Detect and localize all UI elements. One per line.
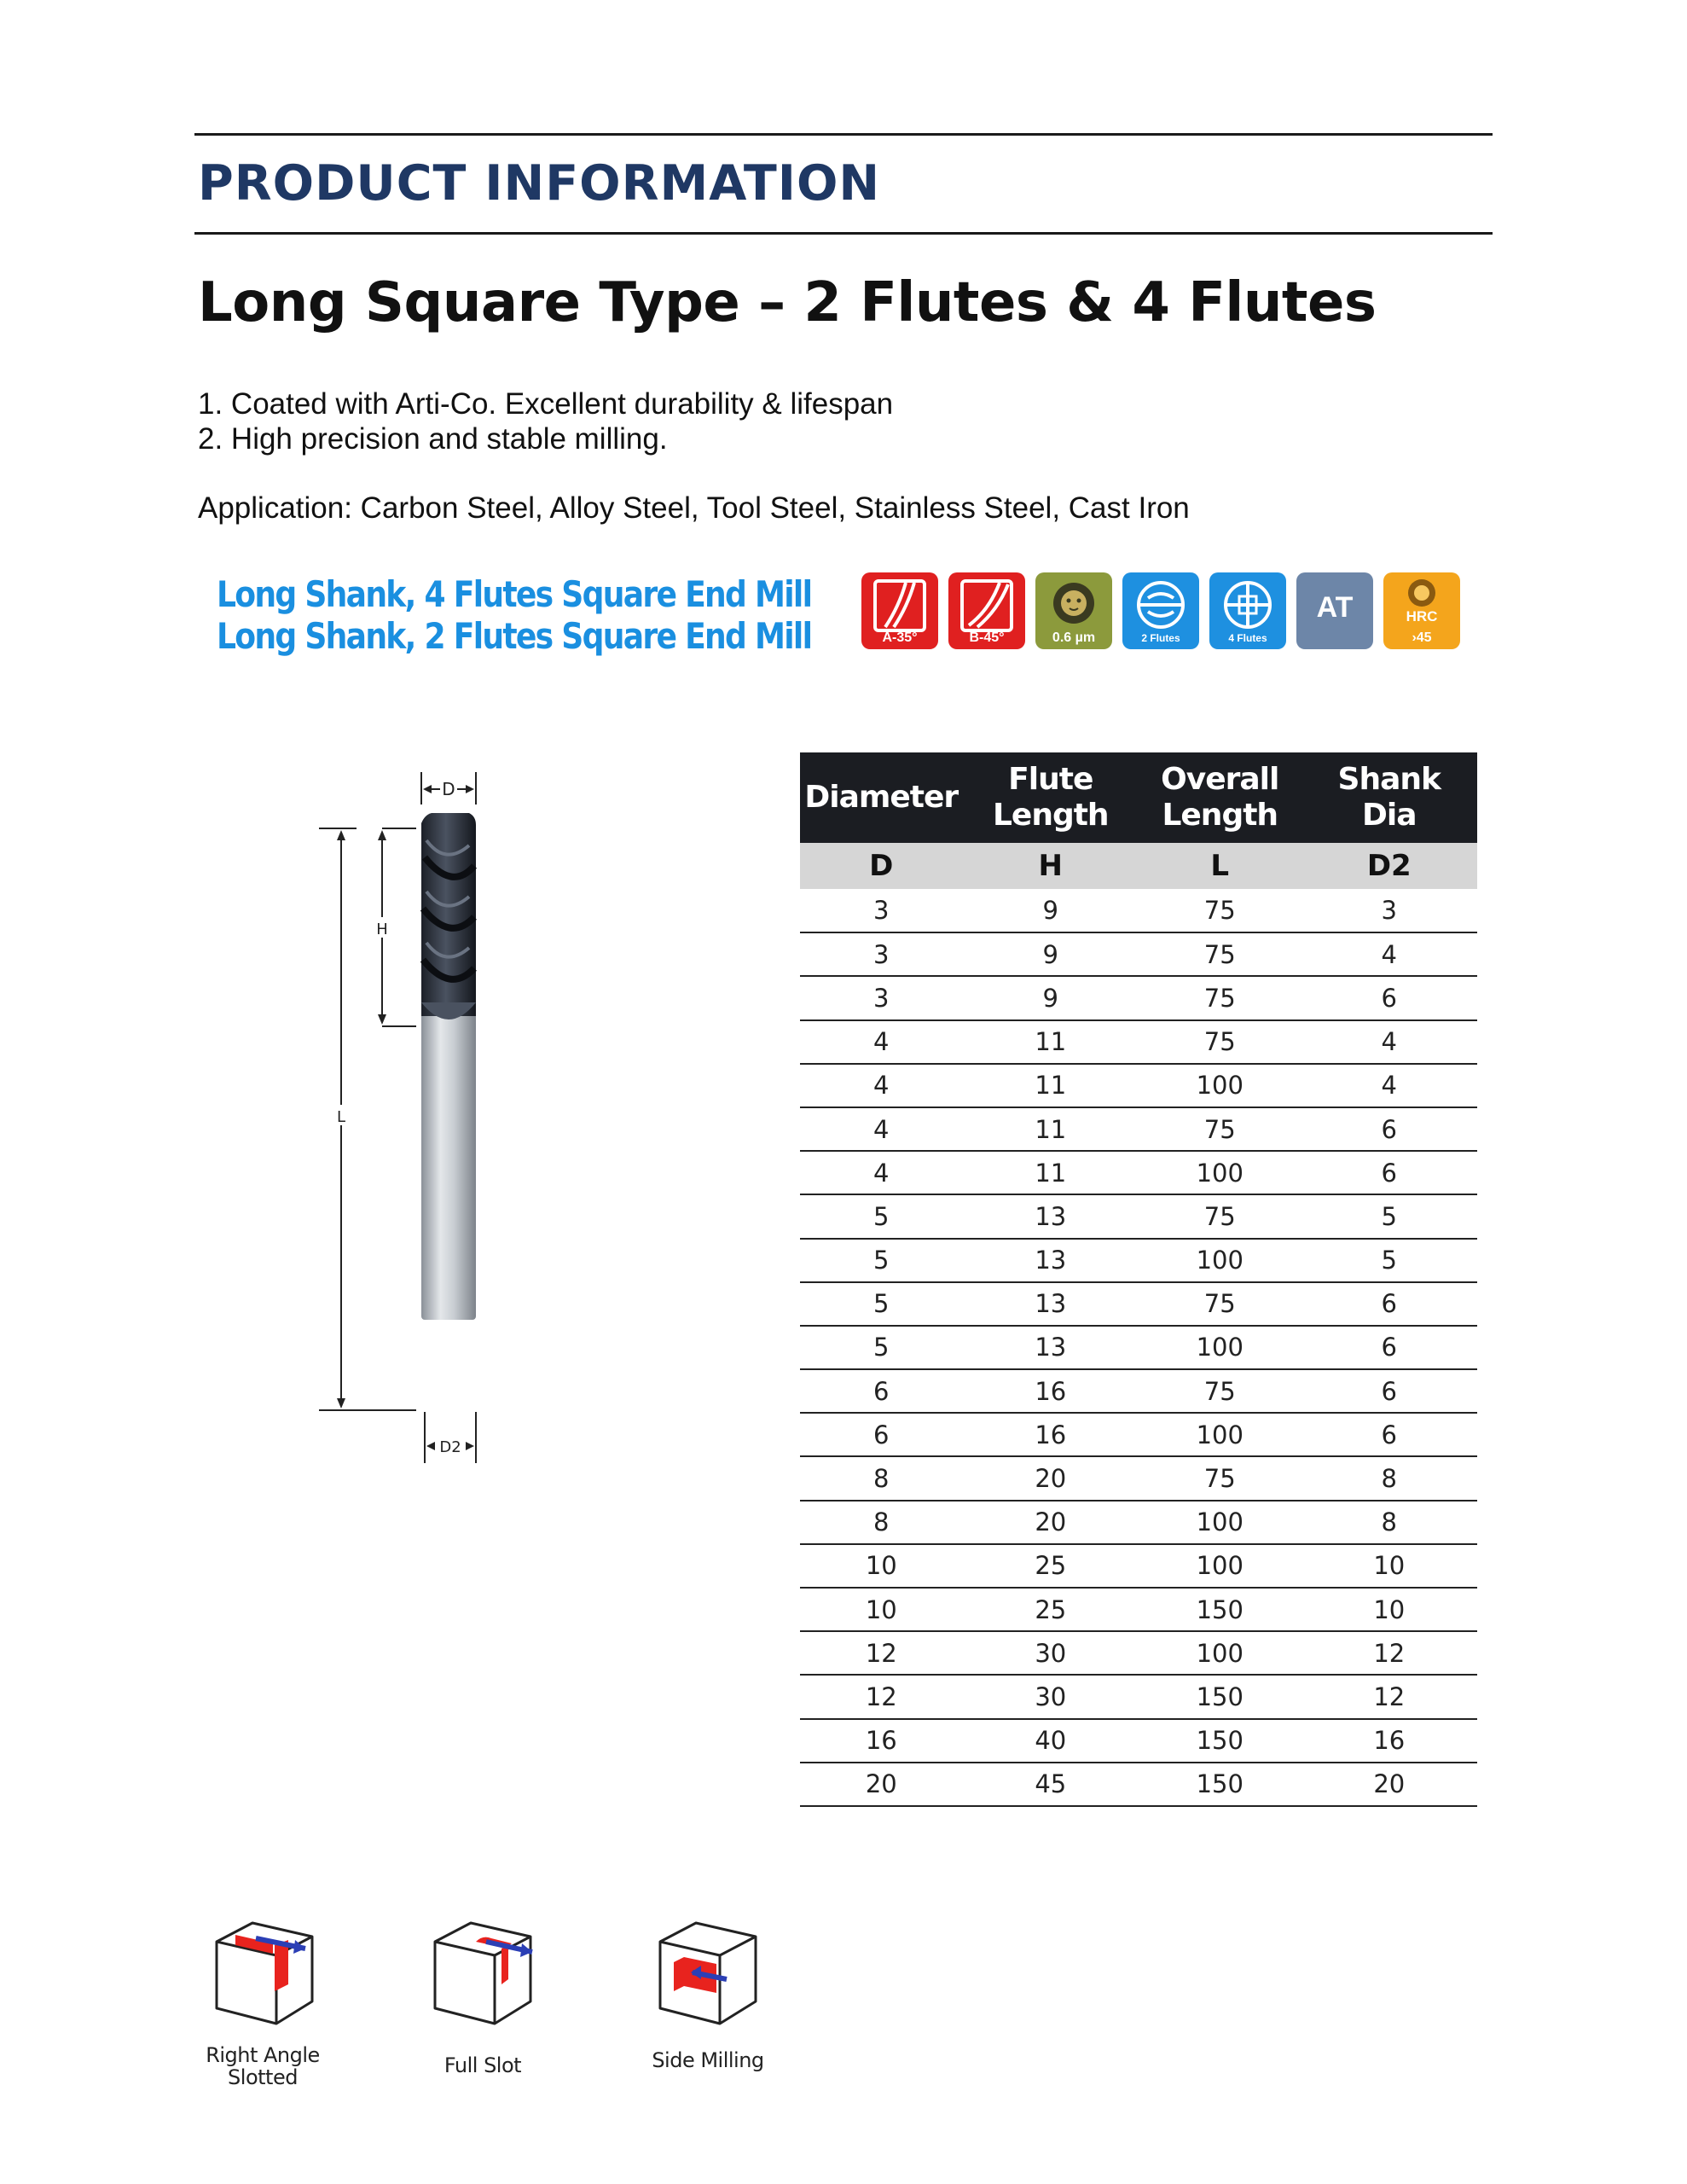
section-title: PRODUCT INFORMATION [198,155,881,212]
table-cell: 25 [963,1544,1139,1588]
table-row [800,1588,1477,1631]
hardness-value-label: ›45 [1412,630,1432,645]
end-mill-drawing [307,764,563,1472]
table-cell: 9 [963,889,1139,932]
table-cell: 20 [963,1456,1139,1500]
title-rule [194,232,1493,235]
helix-icon [861,572,938,649]
header-overall-length [1139,752,1301,843]
table-cell: 8 [800,1456,963,1500]
symbol-h: H [963,843,1139,889]
grain-size-badge [1035,572,1112,649]
table-cell: 6 [1301,976,1477,1019]
table-row [800,1020,1477,1064]
table-row [800,1544,1477,1588]
header-flute-length [963,752,1139,843]
banner-line-2-flutes: Long Shank, 2 Flutes Square End Mill [217,615,812,657]
two-flute-section-icon [1122,572,1199,649]
table-cell: 40 [963,1719,1139,1763]
table-cell: 3 [800,932,963,976]
table-cell: 4 [800,1151,963,1194]
table-row [800,1456,1477,1500]
table-row [800,1239,1477,1282]
table-cell: 9 [963,976,1139,1019]
table-cell: 10 [1301,1588,1477,1631]
symbol-d2: D2 [1301,843,1477,889]
dimension-d-label: D [442,779,455,799]
table-cell: 10 [1301,1544,1477,1588]
two-flutes-label: 2 Flutes [1141,632,1180,644]
dimension-h-label: H [376,921,388,938]
table-cell: 13 [963,1282,1139,1326]
table-row [800,1719,1477,1763]
product-title: Long Square Type – 2 Flutes & 4 Flutes [198,271,1377,334]
table-cell: 100 [1139,1239,1301,1282]
table-cell: 4 [1301,1064,1477,1107]
right-angle-slotted-label: Right Angle Slotted [206,2043,320,2089]
side-milling-icon [648,1911,768,2039]
table-cell: 150 [1139,1719,1301,1763]
table-cell: 11 [963,1107,1139,1151]
table-cell: 150 [1139,1588,1301,1631]
table-cell: 4 [800,1107,963,1151]
feature-2: 2. High precision and stable milling. [198,422,668,456]
table-cell: 3 [800,889,963,932]
table-cell: 5 [1301,1239,1477,1282]
table-cell: 20 [800,1763,963,1806]
coating-label: AT [1316,591,1354,624]
header-shank-dia-text: Shank Dia [1337,762,1441,833]
lion-grain-icon [1035,572,1112,649]
table-cell: 75 [1139,1456,1301,1500]
table-cell: 4 [800,1020,963,1064]
table-row [800,889,1477,932]
four-flutes-badge [1209,572,1286,649]
table-cell: 16 [963,1413,1139,1456]
table-cell: 6 [800,1369,963,1413]
right-angle-slotted-icon [205,1911,324,2039]
table-cell: 4 [800,1064,963,1107]
header-row [800,752,1477,843]
table-cell: 100 [1139,1501,1301,1544]
table-row [800,976,1477,1019]
table-cell: 75 [1139,932,1301,976]
table-cell: 11 [963,1064,1139,1107]
table-cell: 6 [1301,1369,1477,1413]
symbol-l: L [1139,843,1301,889]
table-cell: 8 [1301,1456,1477,1500]
four-flute-section-icon [1209,572,1286,649]
table-cell: 6 [1301,1413,1477,1456]
table-cell: 12 [800,1675,963,1718]
table-cell: 16 [800,1719,963,1763]
table-cell: 13 [963,1326,1139,1369]
table-cell: 5 [1301,1194,1477,1238]
full-slot-icon [423,1911,542,2039]
table-cell: 8 [1301,1501,1477,1544]
table-row [800,1501,1477,1544]
table-cell: 100 [1139,1151,1301,1194]
grain-size-label: 0.6 µm [1052,630,1096,645]
hardness-top-label: HRC [1406,608,1438,624]
table-cell: 25 [963,1588,1139,1631]
table-cell: 20 [1301,1763,1477,1806]
table-cell: 150 [1139,1763,1301,1806]
table-cell: 3 [800,976,963,1019]
helix-icon [948,572,1025,649]
table-cell: 30 [963,1631,1139,1675]
table-cell: 11 [963,1020,1139,1064]
header-diameter-text: Diameter [804,780,959,815]
table-cell: 100 [1139,1544,1301,1588]
helix-35-label: A-35° [882,630,918,645]
specification-table [800,752,1477,1807]
table-cell: 75 [1139,1020,1301,1064]
table-cell: 8 [800,1501,963,1544]
table-cell: 45 [963,1763,1139,1806]
table-cell: 6 [1301,1282,1477,1326]
table-cell: 75 [1139,976,1301,1019]
hardness-badge [1383,572,1460,649]
table-cell: 16 [963,1369,1139,1413]
table-cell: 16 [1301,1719,1477,1763]
table-cell: 12 [800,1631,963,1675]
table-cell: 75 [1139,1369,1301,1413]
table-cell: 100 [1139,1413,1301,1456]
table-cell: 150 [1139,1675,1301,1718]
header-diameter [800,752,963,843]
table-cell: 100 [1139,1326,1301,1369]
table-row [800,1326,1477,1369]
header-flute-length-text: Flute Length [992,762,1109,833]
side-milling-label: Side Milling [652,2048,764,2072]
header-shank-dia [1301,752,1477,843]
table-cell: 10 [800,1588,963,1631]
table-row [800,1064,1477,1107]
two-flutes-badge [1122,572,1199,649]
symbol-d: D [800,843,963,889]
dimension-l-label: L [336,1108,346,1126]
table-cell: 4 [1301,932,1477,976]
symbol-row [800,843,1477,889]
table-cell: 75 [1139,889,1301,932]
top-rule [194,133,1493,136]
helix-35-badge [861,572,938,649]
banner-line-4-flutes: Long Shank, 4 Flutes Square End Mill [217,573,812,615]
table-row [800,932,1477,976]
table-cell: 75 [1139,1194,1301,1238]
table-cell: 5 [800,1239,963,1282]
table-cell: 13 [963,1239,1139,1282]
table-cell: 6 [1301,1107,1477,1151]
table-cell: 6 [1301,1151,1477,1194]
table-cell: 3 [1301,889,1477,932]
feature-1: 1. Coated with Arti-Co. Excellent durability & lifespan [198,387,894,421]
table-cell: 5 [800,1326,963,1369]
table-row [800,1369,1477,1413]
table-cell: 10 [800,1544,963,1588]
application-text: Application: Carbon Steel, Alloy Steel, Tool Steel, Stainless Steel, Cast Iron [198,491,1190,525]
table-cell: 9 [963,932,1139,976]
table-cell: 11 [963,1151,1139,1194]
table-row [800,1107,1477,1151]
full-slot-label: Full Slot [443,2053,522,2077]
table-row [800,1282,1477,1326]
table-cell: 30 [963,1675,1139,1718]
table-cell: 12 [1301,1631,1477,1675]
table-row [800,1413,1477,1456]
table-row [800,1194,1477,1238]
table-cell: 75 [1139,1107,1301,1151]
table-cell: 13 [963,1194,1139,1238]
helix-45-badge [948,572,1025,649]
table-row [800,1151,1477,1194]
table-cell: 6 [800,1413,963,1456]
header-overall-length-text: Overall Length [1161,762,1279,833]
table-cell: 5 [800,1194,963,1238]
table-cell: 100 [1139,1064,1301,1107]
table-row [800,1763,1477,1806]
table-cell: 5 [800,1282,963,1326]
coating-badge [1296,572,1373,649]
table-row [800,1675,1477,1718]
table-cell: 100 [1139,1631,1301,1675]
table-cell: 12 [1301,1675,1477,1718]
table-cell: 75 [1139,1282,1301,1326]
table-cell: 20 [963,1501,1139,1544]
dimension-d2-label: D2 [439,1438,461,1456]
table-row [800,1631,1477,1675]
four-flutes-label: 4 Flutes [1228,632,1267,644]
shank [421,1011,476,1320]
table-cell: 4 [1301,1020,1477,1064]
table-cell: 6 [1301,1326,1477,1369]
helix-45-label: B-45° [969,630,1005,645]
